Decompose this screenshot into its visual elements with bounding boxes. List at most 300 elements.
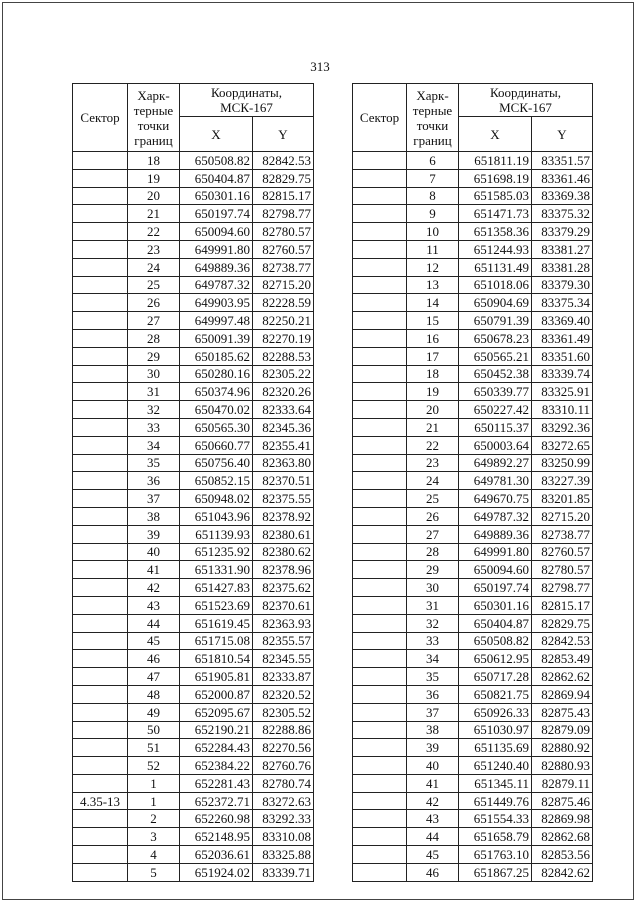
x-cell: 651810.54 [180,650,253,668]
y-cell: 82250.21 [253,312,314,330]
y-cell: 82320.52 [253,685,314,703]
point-cell: 24 [407,472,459,490]
y-cell: 82798.77 [253,205,314,223]
table-row [73,543,314,561]
point-cell: 6 [407,152,459,170]
x-cell: 650404.87 [459,614,532,632]
table-row [353,365,593,383]
y-cell: 82815.17 [532,596,593,614]
y-cell: 82842.53 [253,152,314,170]
point-cell: 14 [407,294,459,312]
x-cell: 652190.21 [180,721,253,739]
sector-cell [73,454,128,472]
x-cell: 650197.74 [180,205,253,223]
y-cell: 82378.92 [253,507,314,525]
y-cell: 82355.57 [253,632,314,650]
x-cell: 650821.75 [459,685,532,703]
x-cell: 649903.95 [180,294,253,312]
y-cell: 82842.53 [532,632,593,650]
table-header [353,84,593,152]
sector-cell [353,863,407,881]
point-cell: 13 [407,276,459,294]
y-cell: 83325.88 [253,846,314,864]
x-cell: 651449.76 [459,792,532,810]
point-cell: 30 [128,365,180,383]
table-row [73,668,314,686]
point-cell: 36 [407,685,459,703]
sector-cell [73,152,128,170]
sector-cell [353,472,407,490]
y-cell: 83361.49 [532,329,593,347]
y-cell: 82815.17 [253,187,314,205]
point-cell: 35 [128,454,180,472]
point-cell: 37 [128,490,180,508]
x-cell: 651131.49 [459,258,532,276]
y-cell: 82760.57 [532,543,593,561]
sector-cell [353,187,407,205]
x-cell: 651235.92 [180,543,253,561]
y-cell: 82880.93 [532,757,593,775]
y-cell: 82829.75 [253,169,314,187]
x-cell: 649892.27 [459,454,532,472]
x-cell: 651554.33 [459,810,532,828]
y-cell: 82738.77 [253,258,314,276]
sector-cell [353,240,407,258]
table-row [73,294,314,312]
x-cell: 652281.43 [180,774,253,792]
sector-cell [73,632,128,650]
sector-cell [73,169,128,187]
sector-cell [73,383,128,401]
point-cell: 24 [128,258,180,276]
point-cell: 9 [407,205,459,223]
sector-cell [353,365,407,383]
x-cell: 650612.95 [459,650,532,668]
y-cell: 83201.85 [532,490,593,508]
y-cell: 82798.77 [532,579,593,597]
table-row [73,846,314,864]
point-cell: 42 [128,579,180,597]
table-row [353,721,593,739]
table-row [73,561,314,579]
sector-cell [73,579,128,597]
y-cell: 83292.33 [253,810,314,828]
point-cell: 27 [128,312,180,330]
sector-cell [73,490,128,508]
point-cell: 45 [407,846,459,864]
header-characteristic-points [407,84,459,152]
y-cell: 82320.26 [253,383,314,401]
sector-cell [353,757,407,775]
sector-cell [353,846,407,864]
table-row [73,347,314,365]
table-row [353,401,593,419]
sector-cell [353,525,407,543]
sector-cell [73,205,128,223]
header-characteristic-points-label: Харк- терные точки границ [133,87,174,148]
point-cell: 35 [407,668,459,686]
table-row [353,757,593,775]
sector-cell [73,846,128,864]
sector-cell [353,418,407,436]
point-cell: 26 [407,507,459,525]
table-row [353,543,593,561]
sector-cell [353,543,407,561]
x-cell: 651523.69 [180,596,253,614]
table-row [353,240,593,258]
x-cell: 650301.16 [180,187,253,205]
sector-cell [73,561,128,579]
point-cell: 47 [128,668,180,686]
table-row [73,276,314,294]
point-cell: 25 [128,276,180,294]
sector-cell [73,703,128,721]
x-cell: 650904.69 [459,294,532,312]
table-row [353,668,593,686]
table-row [73,757,314,775]
point-cell: 42 [407,792,459,810]
point-cell: 23 [407,454,459,472]
x-cell: 649670.75 [459,490,532,508]
table-row [73,205,314,223]
table-row [73,721,314,739]
sector-cell [353,596,407,614]
x-cell: 651427.83 [180,579,253,597]
y-cell: 82363.93 [253,614,314,632]
x-cell: 651867.25 [459,863,532,881]
table-body-right [353,152,593,882]
y-cell: 82288.86 [253,721,314,739]
table-row [73,329,314,347]
header-sector: Сектор [73,84,128,152]
sector-cell [73,668,128,686]
y-cell: 82333.87 [253,668,314,686]
table-row [73,632,314,650]
point-cell: 15 [407,312,459,330]
x-cell: 651811.19 [459,152,532,170]
sector-cell [73,418,128,436]
sector-cell [73,347,128,365]
sector-cell [353,347,407,365]
table-row [353,312,593,330]
y-cell: 83250.99 [532,454,593,472]
point-cell: 33 [407,632,459,650]
sector-cell [353,774,407,792]
table-header [73,84,314,152]
header-coordinates-label: Координаты, МСК-167 [490,85,561,115]
y-cell: 82760.76 [253,757,314,775]
y-cell: 83292.36 [532,418,593,436]
x-cell: 651585.03 [459,187,532,205]
point-cell: 1 [128,792,180,810]
header-x: X [180,117,253,152]
table-row [353,614,593,632]
y-cell: 82853.49 [532,650,593,668]
x-cell: 650948.02 [180,490,253,508]
x-cell: 651018.06 [459,276,532,294]
table-row [73,579,314,597]
y-cell: 83379.30 [532,276,593,294]
sector-cell [353,454,407,472]
y-cell: 82780.74 [253,774,314,792]
table-row [353,454,593,472]
sector-cell [73,525,128,543]
y-cell: 82880.92 [532,739,593,757]
header-x: X [459,117,532,152]
x-cell: 652095.67 [180,703,253,721]
point-cell: 4 [128,846,180,864]
x-cell: 650185.62 [180,347,253,365]
header-coordinates [459,84,593,117]
sector-cell [73,258,128,276]
table-row [73,472,314,490]
x-cell: 650094.60 [459,561,532,579]
table-row [353,863,593,881]
y-cell: 83310.08 [253,828,314,846]
table-row [353,383,593,401]
sector-cell [353,258,407,276]
point-cell: 37 [407,703,459,721]
y-cell: 82370.51 [253,472,314,490]
point-cell: 46 [128,650,180,668]
table-row [73,507,314,525]
point-cell: 1 [128,774,180,792]
table-row [353,685,593,703]
y-cell: 83379.29 [532,223,593,241]
y-cell: 82869.94 [532,685,593,703]
table-row [73,436,314,454]
table-row [353,347,593,365]
table-row [73,258,314,276]
table-row [73,810,314,828]
point-cell: 17 [407,347,459,365]
point-cell: 52 [128,757,180,775]
y-cell: 82862.68 [532,828,593,846]
table-row [353,258,593,276]
x-cell: 650301.16 [459,596,532,614]
table-row [353,294,593,312]
y-cell: 82842.62 [532,863,593,881]
table-row [73,418,314,436]
sector-cell [353,205,407,223]
sector-cell [73,240,128,258]
point-cell: 41 [407,774,459,792]
y-cell: 82875.46 [532,792,593,810]
y-cell: 83310.11 [532,401,593,419]
point-cell: 32 [128,401,180,419]
point-cell: 18 [407,365,459,383]
x-cell: 650678.23 [459,329,532,347]
point-cell: 49 [128,703,180,721]
x-cell: 650003.64 [459,436,532,454]
y-cell: 82333.64 [253,401,314,419]
point-cell: 43 [128,596,180,614]
y-cell: 82738.77 [532,525,593,543]
y-cell: 83381.27 [532,240,593,258]
y-cell: 82378.96 [253,561,314,579]
y-cell: 82375.62 [253,579,314,597]
sector-cell [73,472,128,490]
y-cell: 82345.36 [253,418,314,436]
x-cell: 650227.42 [459,401,532,419]
y-cell: 82879.09 [532,721,593,739]
y-cell: 83339.71 [253,863,314,881]
y-cell: 82829.75 [532,614,593,632]
y-cell: 82270.56 [253,739,314,757]
table-row [353,774,593,792]
x-cell: 650926.33 [459,703,532,721]
point-cell: 3 [128,828,180,846]
x-cell: 650470.02 [180,401,253,419]
sector-cell [353,436,407,454]
point-cell: 50 [128,721,180,739]
y-cell: 82345.55 [253,650,314,668]
table-row [73,739,314,757]
point-cell: 16 [407,329,459,347]
sector-cell [353,668,407,686]
sector-cell [73,294,128,312]
sector-cell [73,757,128,775]
y-cell: 82355.41 [253,436,314,454]
y-cell: 82228.59 [253,294,314,312]
table-row [73,490,314,508]
sector-cell [73,507,128,525]
point-cell: 22 [128,223,180,241]
y-cell: 82875.43 [532,703,593,721]
point-cell: 40 [407,757,459,775]
point-cell: 34 [407,650,459,668]
sector-cell [353,632,407,650]
point-cell: 19 [128,169,180,187]
sector-cell [353,721,407,739]
table-row [73,792,314,810]
x-cell: 650404.87 [180,169,253,187]
sector-cell [353,490,407,508]
table-row [73,152,314,170]
point-cell: 5 [128,863,180,881]
point-cell: 2 [128,810,180,828]
table-row [73,774,314,792]
sector-cell [353,792,407,810]
point-cell: 7 [407,169,459,187]
point-cell: 34 [128,436,180,454]
table-row [353,792,593,810]
x-cell: 651331.90 [180,561,253,579]
table-row [353,828,593,846]
coordinates-table-left [72,83,314,882]
point-cell: 32 [407,614,459,632]
y-cell: 83361.46 [532,169,593,187]
x-cell: 650374.96 [180,383,253,401]
point-cell: 25 [407,490,459,508]
table-row [353,507,593,525]
sector-cell [73,312,128,330]
x-cell: 651715.08 [180,632,253,650]
point-cell: 20 [128,187,180,205]
y-cell: 83375.34 [532,294,593,312]
point-cell: 28 [128,329,180,347]
sector-cell [353,579,407,597]
y-cell: 82715.20 [253,276,314,294]
table-row [73,650,314,668]
sector-cell [353,223,407,241]
y-cell: 83227.39 [532,472,593,490]
x-cell: 651244.93 [459,240,532,258]
x-cell: 650508.82 [180,152,253,170]
sector-cell [353,169,407,187]
table-row [73,383,314,401]
sector-cell [73,365,128,383]
y-cell: 83351.57 [532,152,593,170]
y-cell: 82879.11 [532,774,593,792]
point-cell: 18 [128,152,180,170]
table-row [353,561,593,579]
x-cell: 649889.36 [459,525,532,543]
point-cell: 26 [128,294,180,312]
sector-cell [73,223,128,241]
sector-cell [353,685,407,703]
sector-cell [73,685,128,703]
point-cell: 30 [407,579,459,597]
x-cell: 650791.39 [459,312,532,330]
table-row [73,223,314,241]
point-cell: 10 [407,223,459,241]
table-row [353,169,593,187]
table-row [353,739,593,757]
sector-cell [353,294,407,312]
x-cell: 650508.82 [459,632,532,650]
table-row [353,187,593,205]
coordinates-table-right [352,83,593,882]
x-cell: 651240.40 [459,757,532,775]
table-row [353,596,593,614]
table-row [73,401,314,419]
table-row [73,703,314,721]
page-number: 313 [310,59,330,74]
sector-cell [353,739,407,757]
y-cell: 82305.22 [253,365,314,383]
header-characteristic-points-label: Харк- терные точки границ [412,87,453,148]
table-row [353,276,593,294]
point-cell: 28 [407,543,459,561]
point-cell: 44 [128,614,180,632]
sector-cell: 4.35-13 [73,792,128,810]
table-row [353,632,593,650]
sector-cell [353,810,407,828]
sector-cell [73,774,128,792]
y-cell: 82853.56 [532,846,593,864]
x-cell: 649781.30 [459,472,532,490]
sector-cell [353,329,407,347]
x-cell: 651043.96 [180,507,253,525]
sector-cell [73,810,128,828]
sector-cell [73,596,128,614]
x-cell: 650115.37 [459,418,532,436]
x-cell: 649991.80 [180,240,253,258]
point-cell: 38 [407,721,459,739]
x-cell: 650091.39 [180,329,253,347]
header-coordinates [180,84,314,117]
y-cell: 82869.98 [532,810,593,828]
y-cell: 82380.61 [253,525,314,543]
table-row [353,205,593,223]
x-cell: 650756.40 [180,454,253,472]
point-cell: 8 [407,187,459,205]
y-cell: 82363.80 [253,454,314,472]
x-cell: 652260.98 [180,810,253,828]
table-row [353,436,593,454]
point-cell: 22 [407,436,459,454]
